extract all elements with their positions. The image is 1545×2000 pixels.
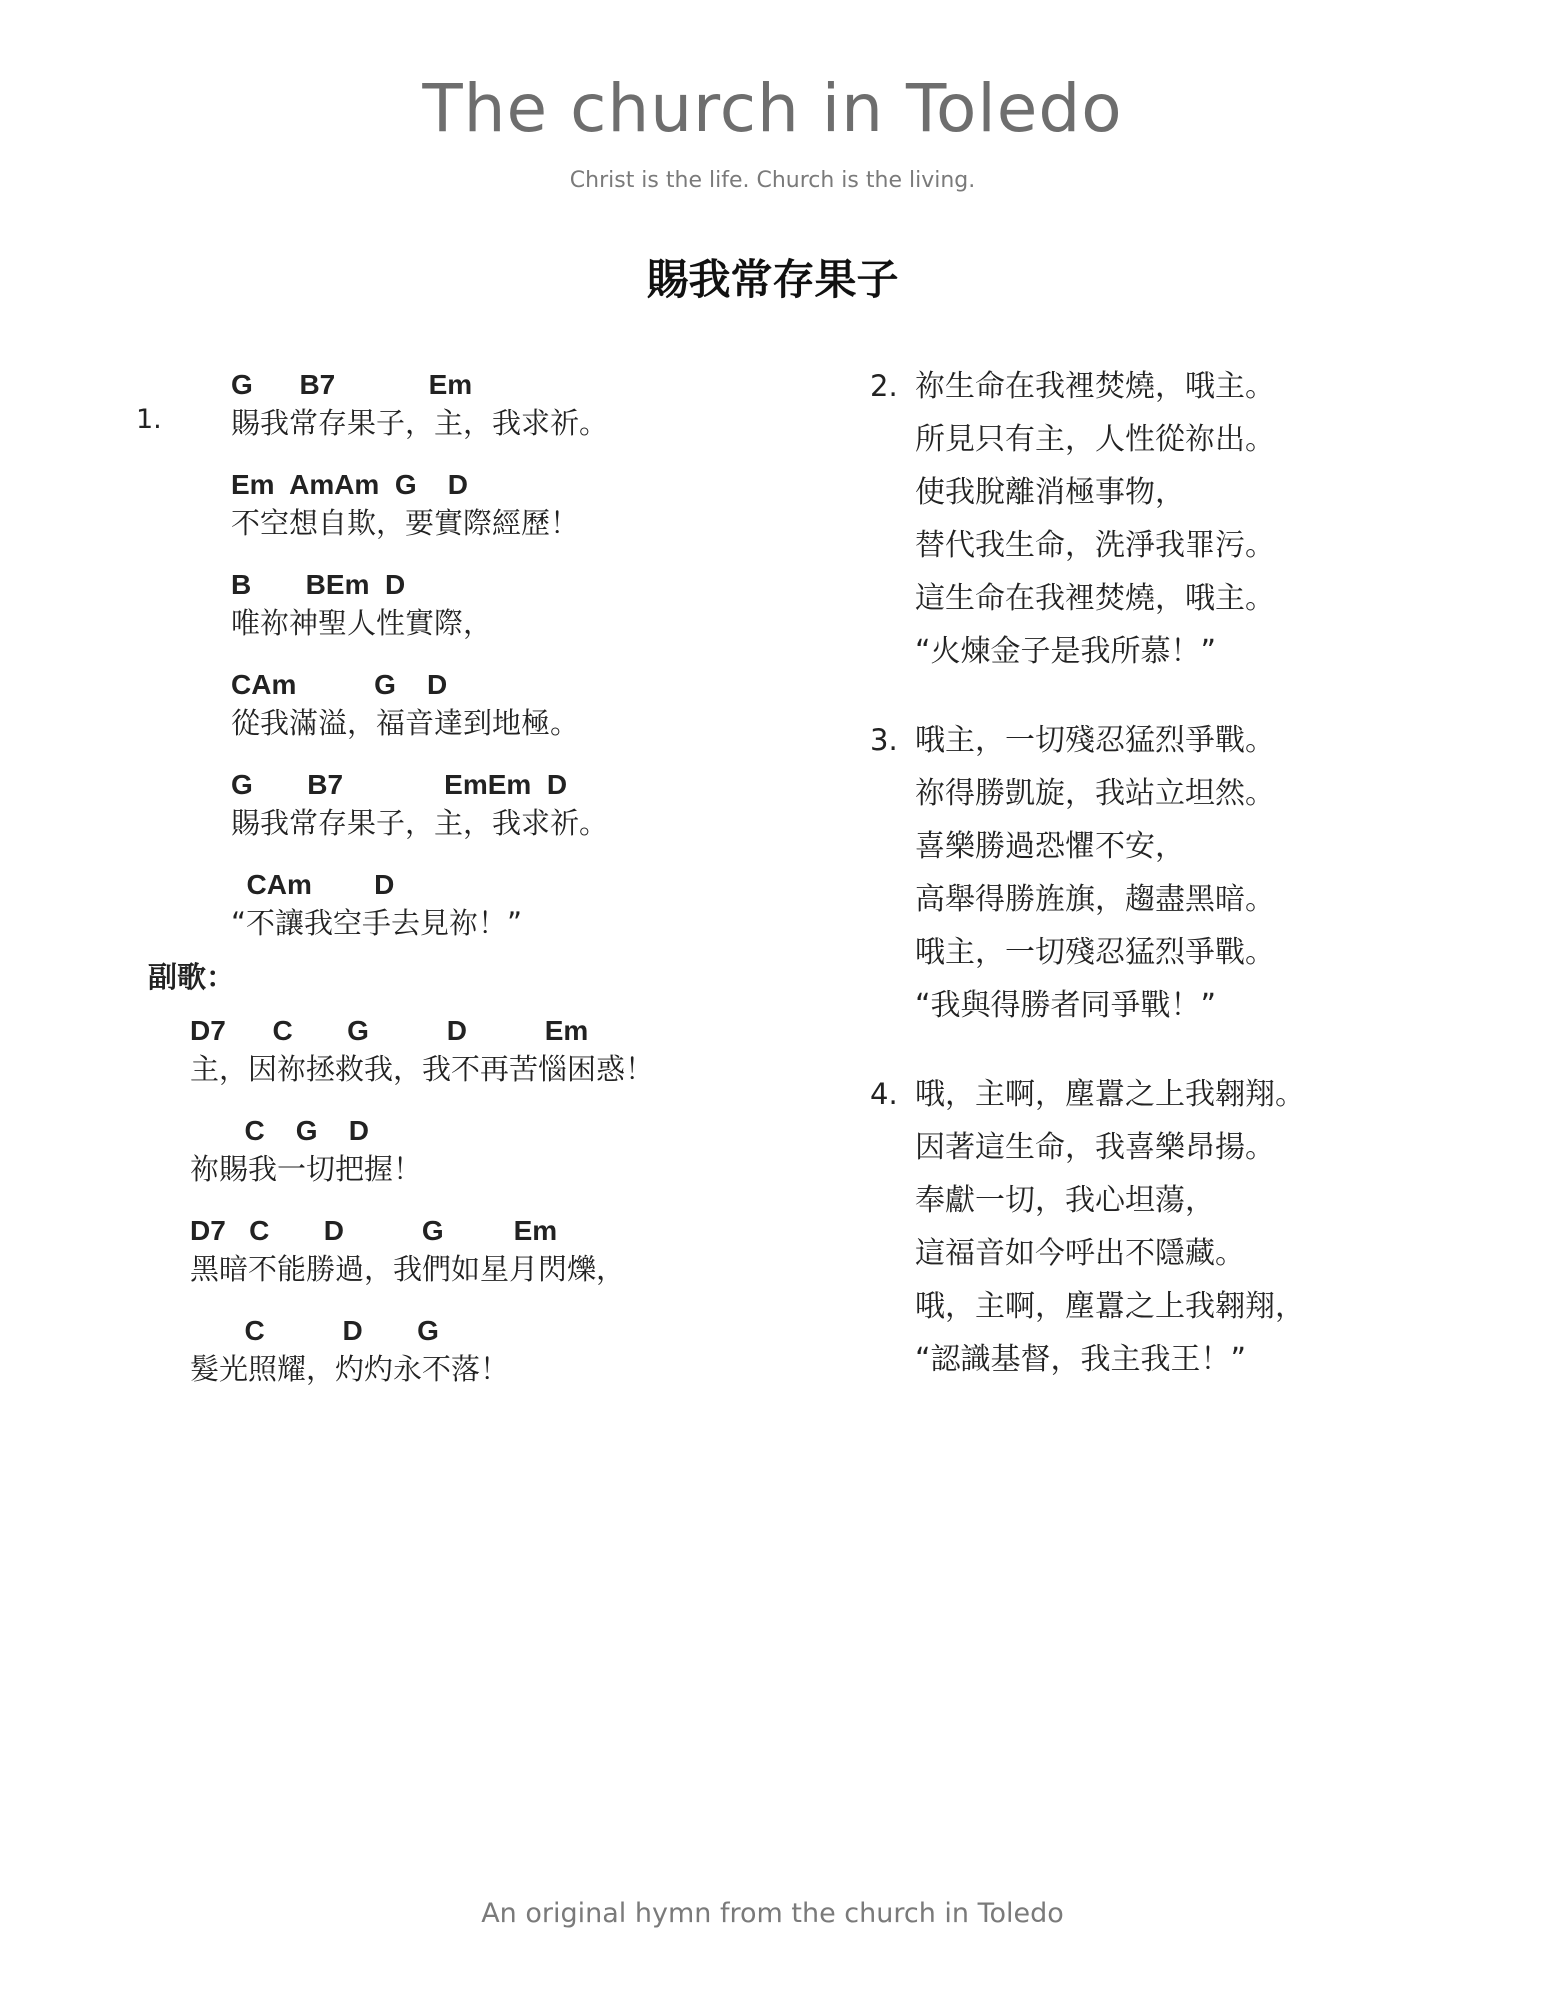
lyric-line: 哦主，一切殘忍猛烈爭戰。: [915, 935, 1275, 970]
lyric-line: 這福音如今呼出不隱藏。: [915, 1236, 1245, 1271]
lyric-line: 哦，主啊，塵囂之上我翱翔。: [915, 1077, 1305, 1112]
chord-block: [186, 866, 886, 942]
chord-block: [148, 1112, 848, 1188]
chord-line: D7 C G D Em: [190, 1015, 589, 1046]
lyric-line: 哦主，一切殘忍猛烈爭戰。: [915, 723, 1275, 758]
site-title: The church in Toledo: [422, 70, 1123, 147]
lyric-line: 高舉得勝旌旗，趨盡黑暗。: [915, 882, 1275, 917]
chord-block: [148, 1312, 848, 1388]
lyric-line: 這生命在我裡焚燒，哦主。: [915, 581, 1275, 616]
right-column-verses: [870, 360, 1470, 1422]
lyric-line: 哦，主啊，塵囂之上我翱翔，: [915, 1289, 1305, 1324]
chord-block: [148, 1012, 848, 1088]
verse-1: [136, 366, 886, 966]
verse-number: 3.: [870, 723, 898, 757]
chord-block: [186, 766, 886, 842]
lyric-line: 主，因祢拯救我，我不再苦惱困惑！: [190, 1052, 655, 1086]
lyric-line: 祢賜我一切把握！: [190, 1152, 423, 1186]
page-header: [0, 64, 1545, 196]
chorus-label: 副歌：: [148, 960, 236, 994]
lyric-line: “我與得勝者同爭戰！”: [915, 988, 1217, 1023]
lyric-line: 因著這生命，我喜樂昂揚。: [915, 1130, 1275, 1165]
lyric-line: “認識基督，我主我王！”: [915, 1342, 1247, 1377]
lyric-line: 唯祢神聖人性實際，: [231, 606, 493, 640]
chord-block: [136, 366, 886, 442]
chord-line: CAm G D: [231, 669, 448, 700]
verse-3: [870, 714, 1470, 1032]
lyric-line: 所見只有主，人性從祢出。: [915, 422, 1275, 457]
chord-block: [186, 566, 886, 642]
lyric-line: 祢得勝凱旋，我站立坦然。: [915, 776, 1275, 811]
lyric-line: 奉獻一切，我心坦蕩，: [915, 1183, 1215, 1218]
lyric-line: 喜樂勝過恐懼不安，: [915, 829, 1185, 864]
chord-block: [186, 666, 886, 742]
lyric-line: 黑暗不能勝過，我們如星月閃爍，: [190, 1252, 626, 1286]
verse-4: [870, 1068, 1470, 1386]
chord-line: C G D: [190, 1115, 369, 1146]
page-footer: An original hymn from the church in Toledo: [481, 1898, 1064, 1929]
verse-2: [870, 360, 1470, 678]
lyric-line: 賜我常存果子，主，我求祈。: [231, 406, 609, 440]
chord-line: G B7 Em: [231, 369, 473, 400]
chord-line: B BEm D: [231, 569, 406, 600]
lyric-line: 從我滿溢，福音達到地極。: [231, 706, 580, 740]
chord-line: C D G: [190, 1315, 439, 1346]
chord-line: G B7 EmEm D: [231, 769, 568, 800]
chord-block: [148, 1212, 848, 1288]
chorus: [148, 1012, 848, 1412]
chord-line: CAm D: [231, 869, 395, 900]
lyric-line: 祢生命在我裡焚燒，哦主。: [915, 369, 1275, 404]
site-tagline: Christ is the life. Church is the living.: [569, 168, 976, 193]
lyric-line: 替代我生命，洗淨我罪污。: [915, 528, 1275, 563]
verse-number: 4.: [870, 1077, 898, 1111]
lyric-line: 不空想自欺，要實際經歷！: [231, 506, 580, 540]
chord-line: D7 C D G Em: [190, 1215, 558, 1246]
lyric-line: 髮光照耀，灼灼永不落！: [190, 1352, 510, 1386]
lyric-line: 賜我常存果子，主，我求祈。: [231, 806, 609, 840]
song-title: 賜我常存果子: [646, 255, 899, 304]
verse-number: 1.: [136, 404, 162, 435]
lyric-line: “火煉金子是我所慕！”: [915, 634, 1217, 669]
verse-number: 2.: [870, 369, 898, 403]
chord-block: [186, 466, 886, 542]
chord-line: Em AmAm G D: [231, 469, 469, 500]
lyric-line: 使我脫離消極事物，: [915, 475, 1185, 510]
lyric-line: “不讓我空手去見祢！”: [231, 906, 523, 940]
